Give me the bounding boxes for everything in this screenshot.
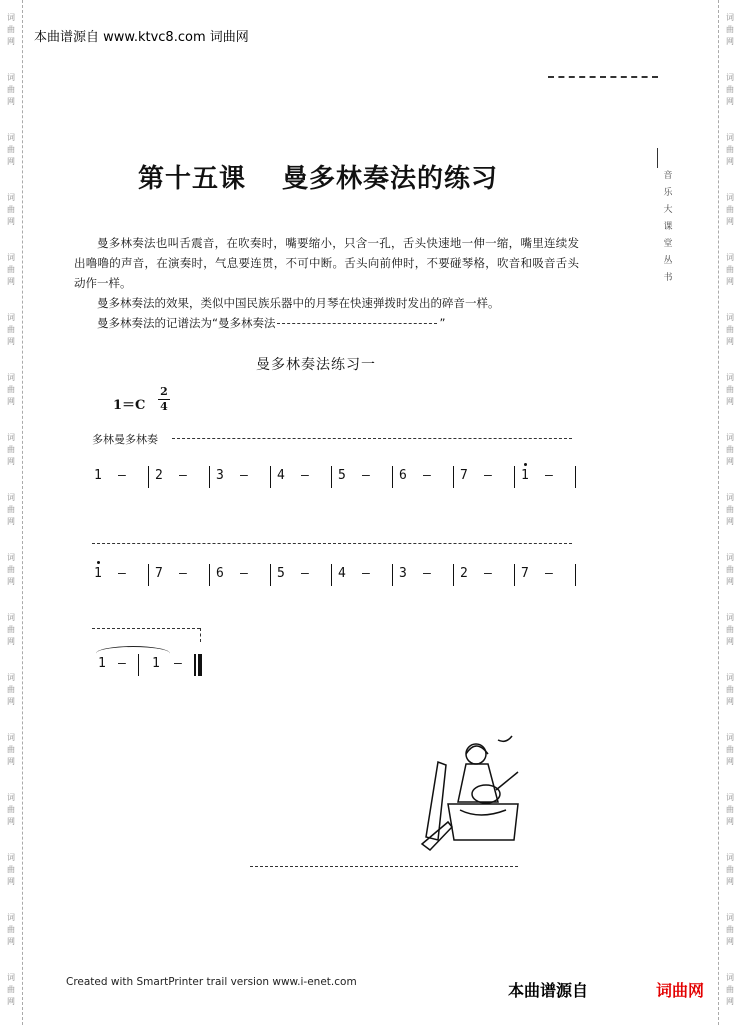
- watermark-char: 曲: [726, 565, 734, 574]
- right-watermark-column: [718, 0, 740, 1025]
- watermark-char: 曲: [7, 385, 15, 394]
- mandolin-dash-line-1: [172, 438, 572, 439]
- paragraph-effect: 曼多林奏法的效果，类似中国民族乐器中的月琴在快速弹拨时发出的碎音一样。: [97, 296, 500, 310]
- series-char: 课: [663, 222, 673, 232]
- watermark-char: 词: [7, 793, 15, 802]
- technique-label: 多林曼多林奏: [92, 433, 158, 446]
- watermark-group: [7, 720, 15, 780]
- watermark-char: 词: [726, 193, 734, 202]
- barline: [514, 466, 515, 488]
- hold-dash: –: [423, 566, 431, 581]
- watermark-char: 网: [726, 757, 734, 766]
- footer-source-text: 本曲谱源自: [508, 981, 589, 1000]
- watermark-char: 词: [726, 373, 734, 382]
- watermark-char: 词: [7, 673, 15, 682]
- note: 1: [98, 656, 106, 671]
- lesson-title: [138, 158, 538, 195]
- watermark-char: 词: [7, 853, 15, 862]
- watermark-group: [726, 120, 734, 180]
- watermark-char: 网: [7, 577, 15, 586]
- watermark-group: [726, 900, 734, 960]
- watermark-char: 网: [726, 517, 734, 526]
- barline: [209, 564, 210, 586]
- watermark-char: 曲: [726, 385, 734, 394]
- watermark-group: [726, 480, 734, 540]
- paragraph-notation: [74, 313, 579, 333]
- watermark-group: [7, 300, 15, 360]
- barline: [148, 564, 149, 586]
- watermark-char: 网: [7, 937, 15, 946]
- series-char: 堂: [663, 239, 673, 249]
- watermark-char: 曲: [726, 985, 734, 994]
- watermark-char: 曲: [7, 925, 15, 934]
- watermark-char: 词: [7, 493, 15, 502]
- notation-prefix: 曼多林奏法的记谱法为“曼多林奏法: [97, 316, 276, 330]
- note: 7: [521, 566, 529, 581]
- hold-dash: –: [179, 468, 187, 483]
- series-char: 音: [663, 171, 673, 181]
- watermark-char: 网: [726, 97, 734, 106]
- watermark-char: 词: [726, 613, 734, 622]
- barline: [270, 564, 271, 586]
- note: 1: [521, 468, 529, 483]
- watermark-group: [726, 840, 734, 900]
- watermark-group: [7, 540, 15, 600]
- note: 1: [152, 656, 160, 671]
- note: 5: [277, 566, 285, 581]
- watermark-group: [7, 480, 15, 540]
- watermark-group: [726, 780, 734, 840]
- hold-dash: –: [240, 468, 248, 483]
- series-char: 书: [663, 273, 673, 283]
- watermark-char: 词: [7, 733, 15, 742]
- hold-dash: –: [545, 468, 553, 483]
- watermark-char: 曲: [7, 865, 15, 874]
- barline: [392, 466, 393, 488]
- watermark-char: 词: [726, 73, 734, 82]
- watermark-group: [7, 180, 15, 240]
- header-source-text: 本曲谱源自 www.ktvc8.com 词曲网: [34, 30, 249, 45]
- notation-suffix: ”: [439, 316, 446, 330]
- note: 3: [399, 566, 407, 581]
- watermark-char: 曲: [726, 85, 734, 94]
- watermark-char: 词: [726, 253, 734, 262]
- watermark-char: 词: [7, 253, 15, 262]
- mandolin-dash-line-2: [92, 543, 572, 544]
- watermark-char: 词: [7, 553, 15, 562]
- watermark-group: [726, 960, 734, 1020]
- series-marker: [657, 148, 658, 168]
- watermark-group: [726, 540, 734, 600]
- watermark-char: 曲: [726, 745, 734, 754]
- watermark-char: 曲: [726, 925, 734, 934]
- watermark-char: 网: [726, 697, 734, 706]
- hold-dash: –: [362, 468, 370, 483]
- watermark-char: 曲: [726, 445, 734, 454]
- watermark-char: 网: [726, 457, 734, 466]
- octave-dot: [524, 463, 527, 466]
- watermark-group: [7, 660, 15, 720]
- hold-dash: –: [484, 566, 492, 581]
- hold-dash: –: [362, 566, 370, 581]
- watermark-char: 词: [7, 373, 15, 382]
- hold-dash: –: [118, 468, 126, 483]
- final-barline-thick: [198, 654, 202, 676]
- watermark-char: 曲: [7, 145, 15, 154]
- note: 7: [460, 468, 468, 483]
- left-watermark-column: [0, 0, 23, 1025]
- watermark-group: [7, 420, 15, 480]
- watermark-char: 曲: [7, 685, 15, 694]
- barline: [270, 466, 271, 488]
- watermark-char: 网: [7, 697, 15, 706]
- watermark-char: 网: [7, 517, 15, 526]
- watermark-group: [7, 840, 15, 900]
- lesson-number: 第十五课: [138, 164, 247, 194]
- watermark-char: 曲: [7, 625, 15, 634]
- watermark-char: 曲: [726, 865, 734, 874]
- watermark-char: 曲: [726, 145, 734, 154]
- series-char: 丛: [663, 256, 673, 266]
- watermark-char: 网: [726, 397, 734, 406]
- watermark-char: 词: [7, 13, 15, 22]
- barline: [148, 466, 149, 488]
- watermark-char: 网: [7, 157, 15, 166]
- book-series-vertical: [661, 168, 675, 287]
- watermark-char: 网: [7, 757, 15, 766]
- time-sig-bottom: 4: [160, 400, 168, 413]
- watermark-char: 网: [726, 817, 734, 826]
- watermark-char: 网: [726, 217, 734, 226]
- watermark-char: 词: [726, 433, 734, 442]
- watermark-char: 网: [726, 37, 734, 46]
- barline: [331, 564, 332, 586]
- watermark-char: 曲: [726, 505, 734, 514]
- barline: [575, 466, 576, 488]
- mandolin-dash-line-3: [92, 628, 200, 629]
- watermark-char: 词: [7, 193, 15, 202]
- watermark-group: [7, 0, 15, 60]
- final-barline-thin: [194, 654, 196, 676]
- watermark-char: 词: [726, 133, 734, 142]
- note: 4: [338, 566, 346, 581]
- watermark-char: 词: [726, 913, 734, 922]
- watermark-char: 曲: [7, 325, 15, 334]
- watermark-char: 网: [726, 637, 734, 646]
- hold-dash: –: [118, 566, 126, 581]
- watermark-group: [7, 360, 15, 420]
- footer-created-with: Created with SmartPrinter trail version www.i-enet.com: [66, 976, 357, 988]
- watermark-char: 词: [726, 853, 734, 862]
- hold-dash: –: [179, 566, 187, 581]
- watermark-char: 词: [726, 553, 734, 562]
- watermark-char: 曲: [726, 205, 734, 214]
- hold-dash: –: [484, 468, 492, 483]
- hold-dash: –: [301, 468, 309, 483]
- watermark-char: 曲: [7, 445, 15, 454]
- watermark-group: [7, 240, 15, 300]
- note: 2: [460, 566, 468, 581]
- watermark-char: 曲: [7, 505, 15, 514]
- hold-dash: –: [545, 566, 553, 581]
- hold-dash: –: [301, 566, 309, 581]
- note: 6: [216, 566, 224, 581]
- note: 6: [399, 468, 407, 483]
- watermark-char: 词: [7, 73, 15, 82]
- note: 5: [338, 468, 346, 483]
- notation-dash-sample: [277, 323, 437, 324]
- key-signature: 1＝C: [113, 398, 146, 413]
- note: 7: [155, 566, 163, 581]
- barline: [138, 654, 139, 676]
- hold-dash: –: [174, 656, 182, 671]
- dash-line-end-tick: [200, 628, 201, 642]
- watermark-char: 网: [7, 97, 15, 106]
- watermark-group: [7, 60, 15, 120]
- watermark-group: [726, 660, 734, 720]
- watermark-char: 网: [726, 997, 734, 1006]
- hold-dash: –: [240, 566, 248, 581]
- watermark-group: [7, 900, 15, 960]
- note: 2: [155, 468, 163, 483]
- octave-dot: [97, 561, 100, 564]
- watermark-group: [726, 60, 734, 120]
- hold-dash: –: [423, 468, 431, 483]
- watermark-char: 曲: [7, 565, 15, 574]
- watermark-char: 网: [726, 337, 734, 346]
- watermark-char: 词: [7, 133, 15, 142]
- watermark-char: 词: [7, 613, 15, 622]
- watermark-char: 词: [726, 13, 734, 22]
- watermark-char: 网: [7, 817, 15, 826]
- time-signature: [158, 386, 170, 413]
- watermark-char: 网: [726, 157, 734, 166]
- watermark-char: 词: [726, 793, 734, 802]
- watermark-char: 曲: [726, 685, 734, 694]
- watermark-group: [7, 780, 15, 840]
- barline: [575, 564, 576, 586]
- watermark-char: 网: [726, 577, 734, 586]
- watermark-group: [7, 960, 15, 1020]
- watermark-char: 网: [7, 277, 15, 286]
- watermark-group: [726, 360, 734, 420]
- barline: [209, 466, 210, 488]
- note: 3: [216, 468, 224, 483]
- watermark-char: 曲: [7, 805, 15, 814]
- watermark-char: 网: [7, 877, 15, 886]
- watermark-char: 网: [7, 337, 15, 346]
- watermark-char: 曲: [7, 985, 15, 994]
- watermark-char: 词: [7, 313, 15, 322]
- watermark-char: 网: [7, 217, 15, 226]
- watermark-char: 曲: [7, 205, 15, 214]
- paragraph-technique-description: 曼多林奏法也叫舌震音，在吹奏时，嘴要缩小，只含一孔，舌头快速地一伸一缩，嘴里连续发出噜噜的声音，在演奏时，气息要连贯，不可中断。舌头向前伸时，不要碰琴格，吹音和吸音舌头动作一样。: [74, 236, 579, 290]
- watermark-char: 曲: [726, 805, 734, 814]
- watermark-char: 曲: [726, 625, 734, 634]
- watermark-char: 词: [726, 313, 734, 322]
- watermark-char: 网: [7, 997, 15, 1006]
- watermark-group: [726, 600, 734, 660]
- watermark-group: [7, 120, 15, 180]
- watermark-char: 网: [7, 37, 15, 46]
- watermark-group: [7, 600, 15, 660]
- watermark-char: 词: [7, 913, 15, 922]
- barline: [453, 466, 454, 488]
- note: 4: [277, 468, 285, 483]
- musician-illustration-image: [408, 732, 528, 857]
- hold-dash: –: [118, 656, 126, 671]
- exercise-title: 曼多林奏法练习一: [256, 357, 376, 373]
- watermark-group: [726, 300, 734, 360]
- footer-brand-text: 词曲网: [656, 981, 705, 1000]
- illustration-underline: [250, 866, 518, 867]
- watermark-char: 曲: [7, 265, 15, 274]
- watermark-char: 词: [7, 973, 15, 982]
- watermark-char: 网: [726, 937, 734, 946]
- watermark-char: 网: [7, 397, 15, 406]
- watermark-char: 词: [726, 493, 734, 502]
- note: 1: [94, 566, 102, 581]
- watermark-char: 曲: [726, 25, 734, 34]
- watermark-char: 曲: [7, 85, 15, 94]
- barline: [453, 564, 454, 586]
- watermark-char: 网: [726, 877, 734, 886]
- watermark-char: 词: [726, 733, 734, 742]
- watermark-char: 曲: [7, 25, 15, 34]
- watermark-char: 网: [7, 637, 15, 646]
- watermark-group: [726, 180, 734, 240]
- series-char: 大: [663, 205, 673, 215]
- watermark-char: 词: [7, 433, 15, 442]
- watermark-char: 词: [726, 673, 734, 682]
- watermark-char: 曲: [726, 325, 734, 334]
- watermark-group: [726, 720, 734, 780]
- watermark-group: [726, 240, 734, 300]
- watermark-char: 曲: [7, 745, 15, 754]
- barline: [514, 564, 515, 586]
- time-sig-top: 2: [160, 385, 168, 398]
- series-char: 乐: [663, 188, 673, 198]
- barline: [392, 564, 393, 586]
- top-decorative-dash: [548, 76, 658, 78]
- barline: [331, 466, 332, 488]
- lesson-topic: 曼多林奏法的练习: [282, 164, 499, 194]
- watermark-char: 曲: [726, 265, 734, 274]
- note: 1: [94, 468, 102, 483]
- watermark-char: 网: [726, 277, 734, 286]
- watermark-char: 网: [7, 457, 15, 466]
- watermark-group: [726, 0, 734, 60]
- watermark-group: [726, 420, 734, 480]
- watermark-char: 词: [726, 973, 734, 982]
